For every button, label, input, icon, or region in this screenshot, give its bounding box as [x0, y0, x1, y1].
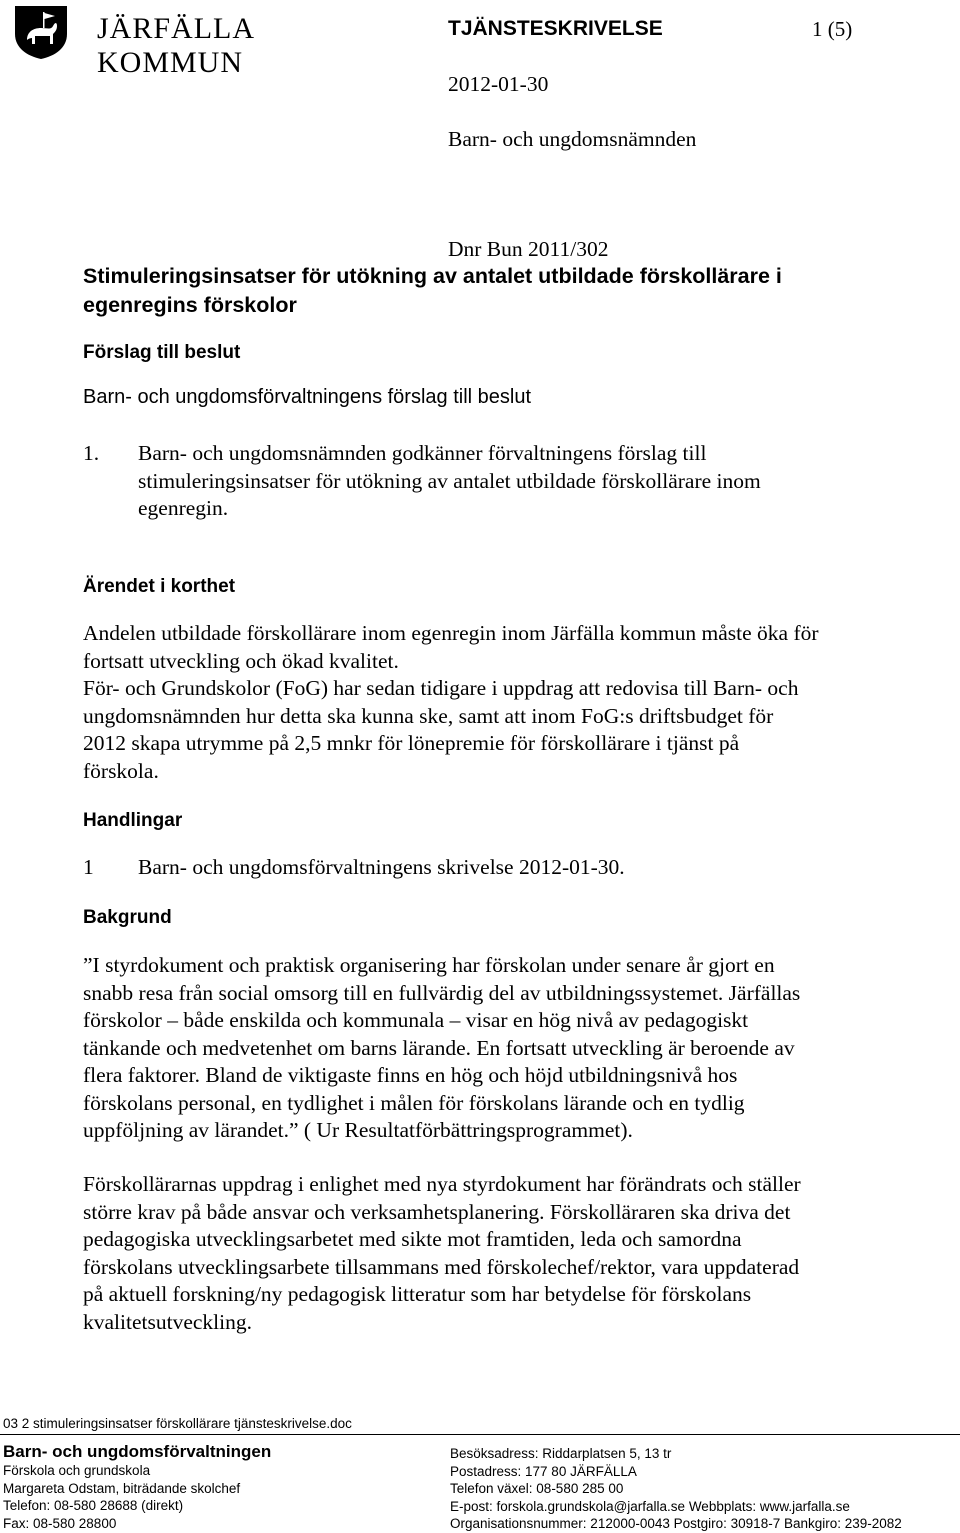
title-line: Stimuleringsinsatser för utökning av antalet utbildade förskollärare i [83, 264, 782, 288]
coat-of-arms-icon [13, 4, 69, 60]
paragraph-line: fortsatt utveckling och ökad kvalitet. [83, 648, 399, 673]
background-paragraph-1 [83, 952, 800, 1145]
page-number: 1 (5) [812, 17, 853, 41]
case-number: Dnr Bun 2011/302 [448, 237, 609, 261]
paragraph-line: För- och Grundskolor (FoG) har sedan tidigare i uppdrag att redovisa till Barn- och [83, 676, 799, 700]
paragraph-line: kvalitetsutveckling. [83, 1309, 252, 1334]
background-paragraph-2 [83, 1171, 801, 1336]
footer-line: Organisationsnummer: 212000-0043 Postgiro: 30918-7 Bankgiro: 239-2082 [450, 1516, 902, 1531]
paragraph-line: flera faktorer. Bland de viktigaste finns en hög och höjd utbildningsnivå hos [83, 1063, 738, 1087]
document-item: Barn- och ungdomsförvaltningens skrivelse 2012-01-30. [138, 855, 625, 879]
paragraph-line: pedagogiska utvecklingsarbetet med sikte mot framtiden, leda och samordna [83, 1227, 742, 1251]
proposal-item [138, 440, 761, 523]
documents-heading: Handlingar [83, 810, 183, 831]
paragraph-line: Barn- och ungdomsnämnden godkänner förvaltningens förslag till [138, 441, 707, 465]
footer-line: Fax: 08-580 28800 [3, 1515, 117, 1531]
footer-right [450, 1445, 902, 1533]
paragraph-line: ”I styrdokument och praktisk organisering har förskolan under senare år gjort en [83, 953, 775, 977]
page-title [83, 262, 782, 320]
footer-divider [0, 1434, 960, 1435]
paragraph-line: stimuleringsinsatser för utökning av antalet utbildade förskollärare inom [138, 468, 761, 493]
title-line: egenregins förskolor [83, 293, 297, 317]
footer-department: Barn- och ungdomsförvaltningen [3, 1442, 272, 1461]
document-type: TJÄNSTESKRIVELSE [448, 17, 663, 40]
background-heading: Bakgrund [83, 907, 172, 928]
footer-line: Margareta Odstam, biträdande skolchef [3, 1480, 241, 1496]
proposal-heading: Förslag till beslut [83, 342, 241, 363]
footer-line: Besöksadress: Riddarplatsen 5, 13 tr [450, 1446, 672, 1461]
paragraph-line: förskolans personal, en tydlighet i målen för förskolans lärande och en tydlig [83, 1090, 745, 1115]
footer-line: Telefon: 08-580 28688 (direkt) [3, 1498, 184, 1513]
paragraph-line: egenregin. [138, 496, 229, 520]
footer-line: Förskola och grundskola [3, 1463, 151, 1478]
summary-text [83, 620, 819, 785]
proposal-subheading: Barn- och ungdomsförvaltningens förslag till beslut [83, 386, 532, 408]
paragraph-line: större krav på både ansvar och verksamhetsplanering. Förskolläraren ska driva det [83, 1199, 791, 1224]
paragraph-line: förskolans utvecklingsarbete tillsammans med förskolechef/rektor, vara uppdaterad [83, 1254, 800, 1279]
footer-filename: 03 2 stimuleringsinsatser förskollärare tjänsteskrivelse.doc [3, 1416, 352, 1431]
footer-line: Telefon växel: 08-580 285 00 [450, 1481, 624, 1496]
logo-wordmark: JÄRFÄLLA KOMMUN [97, 12, 254, 79]
footer-left [3, 1442, 271, 1532]
footer-line: E-post: forskola.grundskola@jarfalla.se Webbplats: www.jarfalla.se [450, 1498, 850, 1514]
paragraph-line: förskolor – både enskilda och kommunala – visar en hög nivå av pedagogiskt [83, 1008, 749, 1032]
municipality-logo [13, 4, 353, 79]
paragraph-line: på aktuell forskning/ny pedagogisk litteratur som har betydelse för förskolans [83, 1282, 752, 1306]
footer-line: Postadress: 177 80 JÄRFÄLLA [450, 1463, 637, 1479]
proposal-item-number: 1. [83, 441, 100, 465]
document-date: 2012-01-30 [448, 72, 549, 96]
paragraph-line: förskola. [83, 758, 159, 783]
paragraph-line: ungdomsnämnden hur detta ska kunna ske, samt att inom FoG:s driftsbudget för [83, 703, 774, 728]
paragraph-line: 2012 skapa utrymme på 2,5 mnkr för lönepremie för förskollärare i tjänst på [83, 731, 740, 755]
document-item-number: 1 [83, 855, 94, 879]
recipient: Barn- och ungdomsnämnden [448, 127, 697, 151]
paragraph-line: Andelen utbildade förskollärare inom egenregin inom Järfälla kommun måste öka för [83, 621, 819, 645]
paragraph-line: uppföljning av lärandet.” ( Ur Resultatförbättringsprogrammet). [83, 1118, 633, 1142]
paragraph-line: Förskollärarnas uppdrag i enlighet med nya styrdokument har förändrats och ställer [83, 1172, 801, 1196]
paragraph-line: snabb resa från social omsorg till en fullvärdig del av utbildningssystemet. Järfällas [83, 980, 801, 1005]
paragraph-line: tänkande och medvetenhet om barns lärande. En fortsatt utveckling är beroende av [83, 1035, 795, 1060]
summary-heading: Ärendet i korthet [83, 576, 236, 597]
